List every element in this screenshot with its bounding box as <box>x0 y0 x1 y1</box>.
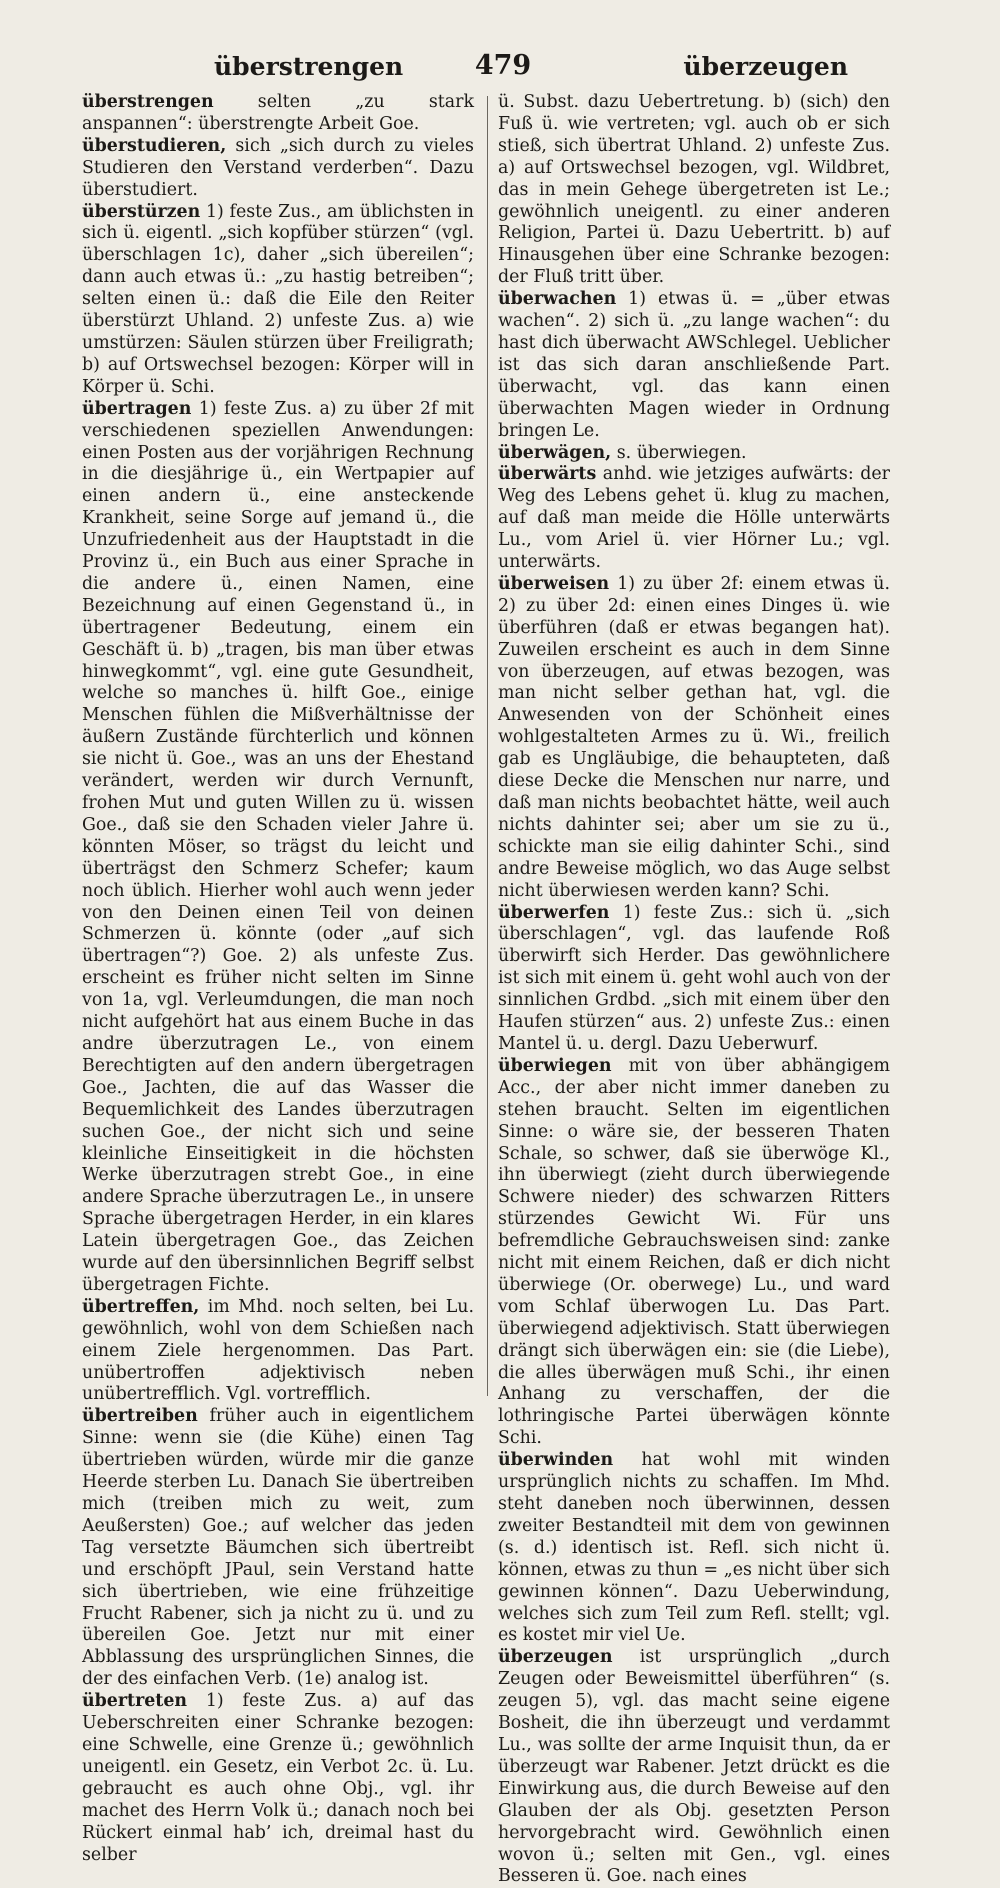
entry-text: 1) feste Zus.: sich ü. „sich überschlagen“, vgl. das laufende Roß überwirft sich Herder. Das gewöhnlichere ist sich mit einem ü. geht wohl auch von der sinnlichen Grdbd. „sich mit einem über den Haufen stürzen“ aus. 2) unfeste Zus.: einen Mantel ü. u. dergl. Dazu Ueberwurf. <box>498 902 890 1054</box>
entry <box>82 399 474 1297</box>
headword: überwinden <box>498 1450 614 1471</box>
entry-text: 1) zu über 2f: einem etwas ü. 2) zu über 2d: einen eines Dinges ü. wie überführen (daß er etwas begangen hat). Zuweilen erscheint es auch in dem Sinne von überzeugen, auf etwas bezogen, was man nicht selber gethan hat, vgl. die Anwesenden von der Schönheit eines wohlgestalteten Armes zu ü. Wi., freilich gab es Ungläubige, die behaupteten, daß diese Decke die Menschen nur narre, und daß man nichts beobachtet hätte, weil auch nichts dahinter sei; aber um sie zu ü., schickte man sie eilig dahinter Schi., sind andre Beweise möglich, wo das Auge selbst nicht überwiesen werden kann? Schi. <box>498 573 890 901</box>
page-header <box>78 46 928 86</box>
entry <box>498 443 890 465</box>
entry <box>82 1297 474 1407</box>
entry <box>498 1450 890 1647</box>
column-divider <box>487 96 488 1396</box>
headword: überwerfen <box>498 902 610 923</box>
entry <box>498 1647 890 1888</box>
entry-text: 1) etwas ü. = „über etwas wachen“. 2) sich ü. „zu lange wachen“: du hast dich überwacht AWSchlegel. Ueblicher ist das sich daran anschließende Part. überwacht, vgl. das kann einen überwachten Magen wieder in Ordnung bringen Le. <box>498 289 890 441</box>
entry-text: hat wohl mit winden ursprünglich nichts zu schaffen. Im Mhd. steht daneben noch überwinnen, dessen zweiter Bestandteil mit dem von gewinnen (s. d.) identisch ist. Refl. sich nicht ü. können, etwas zu thun = „es nicht über sich gewinnen können“. Dazu Ueberwindung, welches sich zum Teil zum Refl. stellt; vgl. es kostet mir viel Ue. <box>498 1450 890 1646</box>
entry <box>82 92 474 136</box>
entry-text: früher auch in eigentlichem Sinne: wenn sie (die Kühe) einen Tag übertrieben würden, würde mir die ganze Heerde sterben Lu. Danach Sie übertreiben mich (treiben mich zu weit, zum Aeußersten) Goe.; auf welcher das jeden Tag versetzte Bäumchen sich übertreibt und erschöpft JPaul, sein Verstand hatte sich übertrieben, wie eine frühzeitige Frucht Rabener, sich ja nicht zu ü. und zu übereilen Goe. Jetzt nur mit einer Abblassung des ursprünglichen Sinnes, die der des einfachen Verb. (1e) analog ist. <box>82 1406 474 1690</box>
entry-text: selten „zu stark anspannen“: überstrengte Arbeit Goe. <box>82 92 474 134</box>
headword: überzeugen <box>498 1647 613 1668</box>
page-number: 479 <box>474 50 532 81</box>
entry-text: 1) feste Zus. a) zu über 2f mit verschiedenen speziellen Anwendungen: einen Posten aus der vorjährigen Rechnung in die diesjährige ü., ein Wertpapier auf einen andern ü., eine ansteckende Krankheit, seine Sorge auf jemand ü., die Unzufriedenheit aus der Hauptstadt in die Provinz ü., ein Buch aus einer Sprache in die andere ü., einen Namen, eine Bezeichnung auf einen Gegenstand ü., in übertragener Bedeutung, einem ein Geschäft ü. b) „tragen, bis man über etwas hinwegkommt“, vgl. eine gute Gesundheit, welche so manches ü. hilft Goe., einige Menschen fühlen die Mißverhältnisse der äußern Zustände fürchterlich und können sie nicht ü. Goe., was an uns der Ehestand verändert, werden wir durch Vernunft, frohen Mut und guten Willen zu ü. wissen Goe., daß sie den Schaden vieler Jahre ü. könnten Möser, so trägst du leicht und überträgst den Schmerz Schefer; kaum noch üblich. Hierher wohl auch wenn jeder von den Deinen einen Teil von deinen Schmerzen ü. könnte (oder „auf sich übertragen“?) Goe. 2) als unfeste Zus. erscheint es früher nicht selten im Sinne von 1a, vgl. Verleumdungen, die man noch nicht aufgehört hat aus einem Buche in das andre überzutragen Le., von einem Berechtigten auf den andern übergetragen Goe., Jachten, die auf das Wasser die Bequemlichkeit des Landes überzutragen suchen Goe., der nicht sich und seine kleinliche Einseitigkeit in die höchsten Werke überzutragen strebt Goe., in eine andere Sprache überzutragen Le., in unsere Sprache übergetragen Herder, in ein klares Latein übergetragen Goe., das Zeichen wurde auf den übersinnlichen Begriff selbst übergetragen Fichte. <box>82 398 474 1295</box>
entry <box>82 1691 474 1866</box>
running-head-right: überzeugen <box>683 52 848 81</box>
headword: überwiegen <box>498 1055 612 1076</box>
headword: überwachen <box>498 289 617 310</box>
headword: übertragen <box>82 398 192 419</box>
running-head-left: überstrengen <box>214 52 404 81</box>
left-column <box>82 92 474 1866</box>
entry <box>82 136 474 202</box>
headword: übertreten <box>82 1691 188 1712</box>
headword: überstürzen <box>82 201 201 222</box>
headword: überwägen, <box>498 442 612 463</box>
right-column <box>498 92 890 1888</box>
entry-text: ist ursprünglich „durch Zeugen oder Beweismittel überführen“ (s. zeugen 5), vgl. das macht seine eigene Bosheit, die ihn überzeugt und verdammt Lu., was sollte der arme Inquisit thun, da er überzeugt war Rabener. Jetzt drückt es die Einwirkung aus, die durch Beweise auf den Glauben der als Obj. gesetzten Person hervorgebracht wird. Gewöhnlich einen wovon ü.; selten mit Gen., vgl. eines Besseren ü. Goe. nach eines <box>498 1647 890 1887</box>
entry-text: ü. Subst. dazu Uebertretung. b) (sich) den Fuß ü. wie vertreten; vgl. auch ob er sich stieß, sich übertrat Uhland. 2) unfeste Zus. a) auf Ortswechsel bezogen, vgl. Wildbret, das in mein Gehege übergetreten ist Le.; gewöhnlich uneigentl. zu einer anderen Religion, Partei ü. Dazu Uebertritt. b) auf Hinausgehen über eine Schranke bezogen: der Fluß tritt über. <box>498 92 890 288</box>
entry-text: anhd. wie jetziges aufwärts: der Weg des Lebens gehet ü. klug zu machen, auf daß man meide die Hölle unterwärts Lu., vom Ariel ü. vier Hörner Lu.; vgl. unterwärts. <box>498 464 890 573</box>
headword: übertreffen, <box>82 1296 200 1317</box>
entry <box>498 574 890 903</box>
entry-text: sich „sich durch zu vieles Studieren den Verstand verderben“. Dazu überstudiert. <box>82 135 474 200</box>
entry <box>498 1056 890 1450</box>
entry <box>82 1406 474 1691</box>
headword: überstudieren, <box>82 135 227 156</box>
entry-text: s. überwiegen. <box>611 442 747 463</box>
headword: überwärts <box>498 464 597 485</box>
headword: überweisen <box>498 573 610 594</box>
entry-continuation <box>498 92 890 289</box>
entry-text: 1) feste Zus. a) auf das Ueberschreiten einer Schranke bezogen: eine Schwelle, eine Grenze ü.; gewöhnlich uneigentl. ein Gesetz, ein Verbot 2c. ü. Lu. gebraucht es auch ohne Obj., vgl. ihr machet des Herrn Volk ü.; danach noch bei Rückert einmal hab’ ich, dreimal hast du selber <box>82 1691 474 1865</box>
entry <box>498 464 890 574</box>
entry-text: mit von über abhängigem Acc., der aber nicht immer daneben zu stehen braucht. Selten im eigentlichen Sinne: o wäre sie, der besseren Thaten Schale, so schwer, daß sie überwöge Kl., ihn überwiegt (zieht durch überwiegende Schwere nieder) des schwarzen Ritters stürzendes Gewicht Wi. Für uns befremdliche Gebrauchsweisen sind: zanke nicht mit einem Reichen, daß er dich nicht überwiege (Or. oberwege) Lu., und ward vom Schlaf überwogen Lu. Das Part. überwiegend adjektivisch. Statt überwiegen drängt sich überwägen ein: sie (die Liebe), die alles überwägen muß Schi., ihr einen Anhang zu verschaffen, der die lothringische Partei überwägen könnte Schi. <box>498 1055 890 1449</box>
entry <box>82 202 474 399</box>
entry <box>498 903 890 1056</box>
entry-text: im Mhd. noch selten, bei Lu. gewöhnlich, wohl von dem Schießen nach einem Ziele hergenommen. Das Part. unübertroffen adjektivisch neben unübertrefflich. Vgl. vortrefflich. <box>82 1296 474 1405</box>
headword: übertreiben <box>82 1406 198 1427</box>
headword: überstrengen <box>82 92 214 112</box>
entry <box>498 289 890 442</box>
entry-text: 1) feste Zus., am üblichsten in sich ü. eigentl. „sich kopfüber stürzen“ (vgl. überschlagen 1c), daher „sich übereilen“; dann auch etwas ü.: „zu hastig betreiben“; selten einen ü.: daß die Eile den Reiter überstürzt Uhland. 2) unfeste Zus. a) wie umstürzen: Säulen stürzen über Freiligrath; b) auf Ortswechsel bezogen: Körper will in Körper ü. Schi. <box>82 201 474 397</box>
